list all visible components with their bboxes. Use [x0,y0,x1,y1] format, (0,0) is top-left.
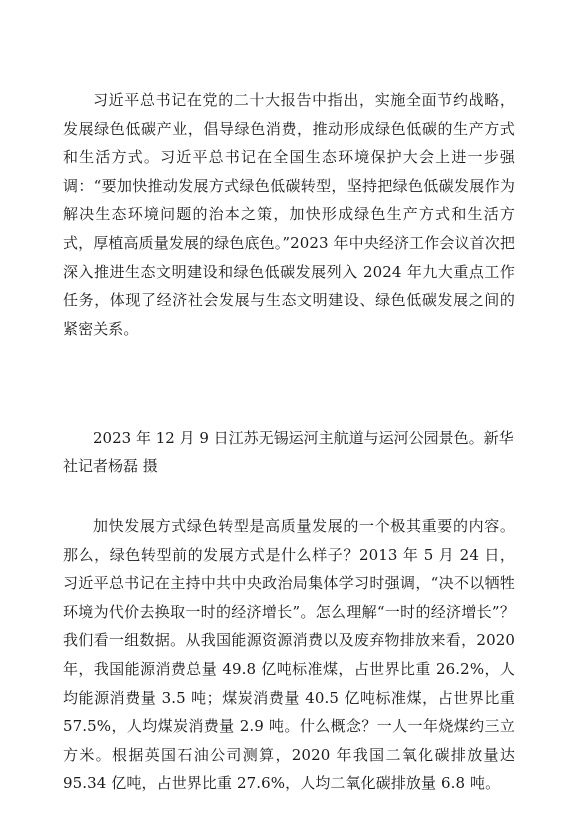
photo-caption: 2023 年 12 月 9 日江苏无锡运河主航道与运河公园景色。新华社记者杨磊 摄 [63,429,514,475]
paragraph-green-development-report: 习近平总书记在党的二十大报告中指出，实施全面节约战略，发展绿色低碳产业，倡导绿色消费，推动形成绿色低碳的生产方式和生活方式。习近平总书记在全国生态环境保护大会上进一步强调：“要加快推动发展方式绿色低碳转型，坚持把绿色低碳发展作为解决生态环境问题的治本之策，加快形成绿色生产方式和生活方式，厚植高质量发展的绿色底色。”2023 年中央经济工作会议首次把深入推进生态文明建设和绿色低碳发展列入 2024 年九大重点工作任务，体现了经济社会发展与生态文明建设、绿色低碳发展之间的紧密关系。 [63,91,515,338]
paragraph-green-transition-data: 加快发展方式绿色转型是高质量发展的一个极其重要的内容。那么，绿色转型前的发展方式是什么样子？2013 年 5 月 24 日，习近平总书记在主持中共中央政治局集体学习时强调，“决不以牺牲环境为代价去换取一时的经济增长”。怎么理解“一时的经济增长”？我们看一组数据。从我国能源资源消费以及废弃物排放来看，2020 年，我国能源消费总量 49.8 亿吨标准煤，占世界比重 26.2%，人均能源消费量 3.5 吨；煤炭消费量 40.5 亿吨标准煤，占世界比重 57.5%，人均煤炭消费量 2.9 吨。什么概念？一人一年烧煤约三立方米。根据英国石油公司测算，2020 年我国二氧化碳排放量达 95.34 亿吨，占世界比重 27.6%，人均二氧化碳排放量 6.8 吨。 [63,517,515,793]
